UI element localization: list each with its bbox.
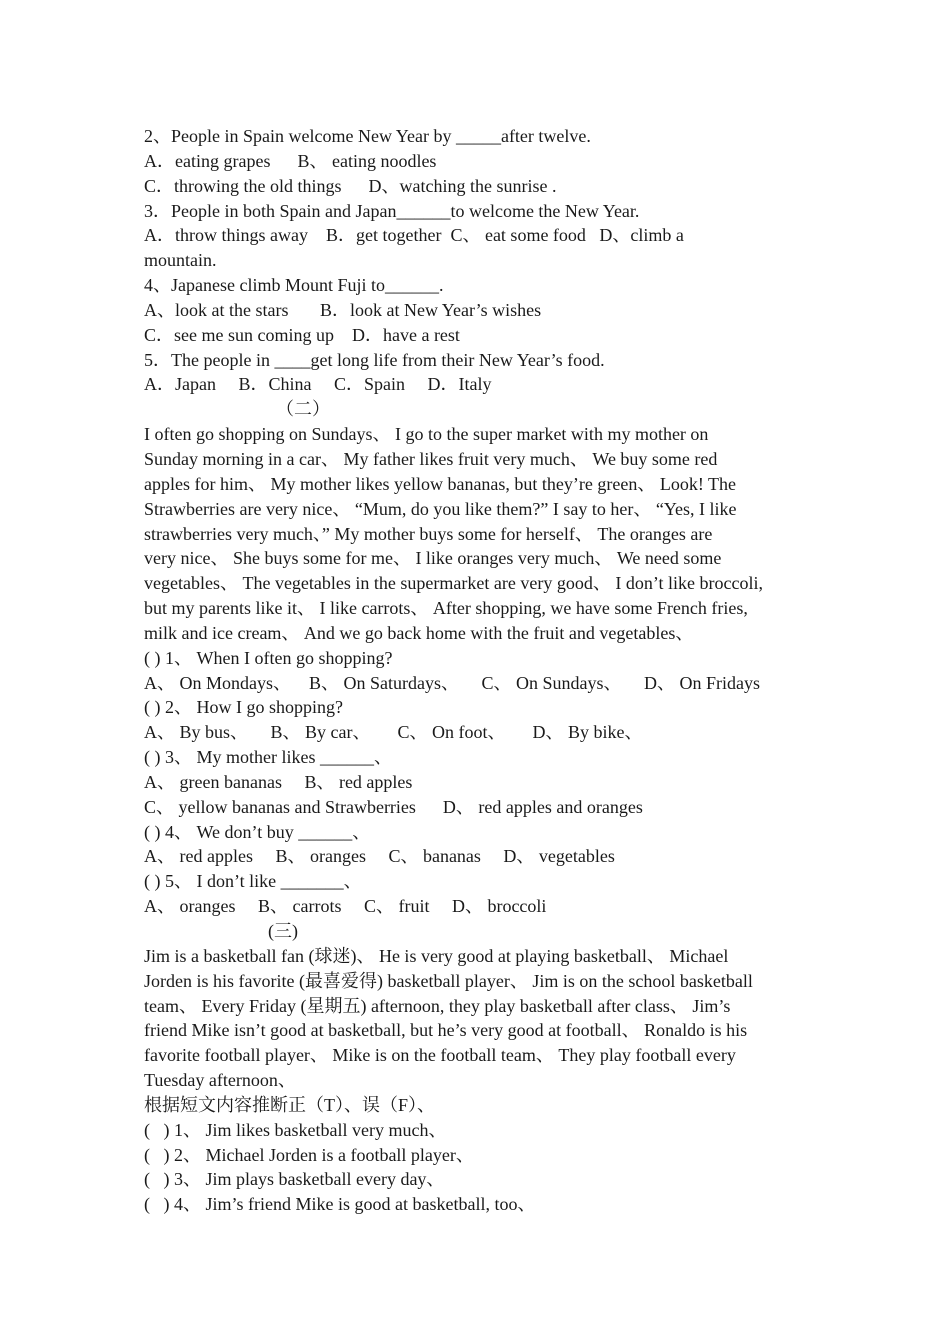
- passage-line: team、 Every Friday (星期五) afternoon, they play basketball after class、 Jim’s: [144, 995, 731, 1016]
- passage-line: milk and ice cream、 And we go back home with the fruit and vegetables、: [144, 622, 694, 643]
- reading-passage: [144, 422, 810, 646]
- passage-line: Tuesday afternoon、: [144, 1070, 296, 1091]
- question-line: 3．People in both Spain and Japan______to welcome the New Year.: [144, 200, 640, 221]
- question-line: 2、People in Spain welcome New Year by _____after twelve.: [144, 126, 591, 146]
- statement-line: ( ) 2、 Michael Jorden is a football player、: [144, 1144, 474, 1165]
- statement-line: ( ) 4、 Jim’s friend Mike is good at basketball, too、: [144, 1194, 536, 1215]
- options-line: A、 On Mondays、 B、 On Saturdays、 C、 On Sundays、 D、 On Fridays: [144, 672, 760, 693]
- section-heading: （二）: [276, 399, 330, 420]
- options-line: A、 oranges B、 carrots C、 fruit D、 broccoli: [144, 896, 547, 917]
- options-line: A、 By bus、 B、 By car、 C、 On foot、 D、 By bike、: [144, 722, 643, 743]
- document-page: [144, 124, 810, 1217]
- passage-line: favorite football player、 Mike is on the football team、 They play football every: [144, 1045, 736, 1066]
- section-heading: (三): [268, 921, 298, 941]
- passage-line: friend Mike isn’t good at basketball, but he’s very good at football、 Ronaldo is his: [144, 1020, 748, 1041]
- section-three: [144, 919, 810, 1217]
- section-one: [144, 124, 810, 397]
- question-line: ( ) 5、 I don’t like _______、: [144, 871, 362, 892]
- options-line: C、 yellow bananas and Strawberries D、 red apples and oranges: [144, 796, 643, 817]
- passage-line: Sunday morning in a car、 My father likes fruit very much、 We buy some red: [144, 448, 718, 469]
- options-line: A、look at the stars B．look at New Year’s wishes: [144, 299, 542, 320]
- options-line: C．throwing the old things D、watching the sunrise .: [144, 175, 557, 196]
- instruction-line: 根据短文内容推断正（T）、误（F）、: [144, 1094, 436, 1115]
- passage-line: apples for him、 My mother likes yellow bananas, but they’re green、 Look! The: [144, 473, 737, 494]
- question-line: ( ) 4、 We don’t buy ______、: [144, 821, 371, 842]
- options-line: A．Japan B．China C．Spain D．Italy: [144, 374, 492, 395]
- question-line: 5．The people in ____get long life from their New Year’s food.: [144, 349, 605, 370]
- passage-line: I often go shopping on Sundays、 I go to the super market with my mother on: [144, 424, 709, 445]
- passage-line: Jorden is his favorite (最喜爱得) basketball player、 Jim is on the school basketball: [144, 970, 753, 991]
- question-line: ( ) 2、 How I go shopping?: [144, 697, 343, 718]
- question-line: ( ) 3、 My mother likes ______、: [144, 747, 392, 768]
- question-line: ( ) 1、 When I often go shopping?: [144, 647, 393, 668]
- options-line: A．eating grapes B、 eating noodles: [144, 150, 437, 171]
- question-list: [144, 646, 810, 919]
- section-two: [144, 397, 810, 919]
- options-line: A、 red apples B、 oranges C、 bananas D、 vegetables: [144, 846, 615, 867]
- true-false-list: [144, 1118, 810, 1217]
- statement-line: ( ) 3、 Jim plays basketball every day、: [144, 1169, 445, 1190]
- passage-line: but my parents like it、 I like carrots、 After shopping, we have some French fries,: [144, 598, 748, 619]
- options-line: mountain.: [144, 250, 217, 271]
- reading-passage: [144, 944, 810, 1093]
- question-line: 4、Japanese climb Mount Fuji to______.: [144, 275, 444, 296]
- passage-line: vegetables、 The vegetables in the supermarket are very good、 I don’t like broccoli,: [144, 573, 763, 594]
- options-line: A．throw things away B．get together C、 eat some food D、climb a: [144, 225, 684, 246]
- passage-line: strawberries very much、” My mother buys some for herself、 The oranges are: [144, 523, 713, 544]
- statement-line: ( ) 1、 Jim likes basketball very much、: [144, 1119, 447, 1140]
- options-line: C．see me sun coming up D．have a rest: [144, 324, 460, 345]
- passage-line: Jim is a basketball fan (球迷)、 He is very good at playing basketball、 Michael: [144, 945, 729, 966]
- passage-line: Strawberries are very nice、 “Mum, do you like them?” I say to her、 “Yes, I like: [144, 498, 737, 519]
- options-line: A、 green bananas B、 red apples: [144, 771, 413, 792]
- passage-line: very nice、 She buys some for me、 I like oranges very much、 We need some: [144, 548, 722, 569]
